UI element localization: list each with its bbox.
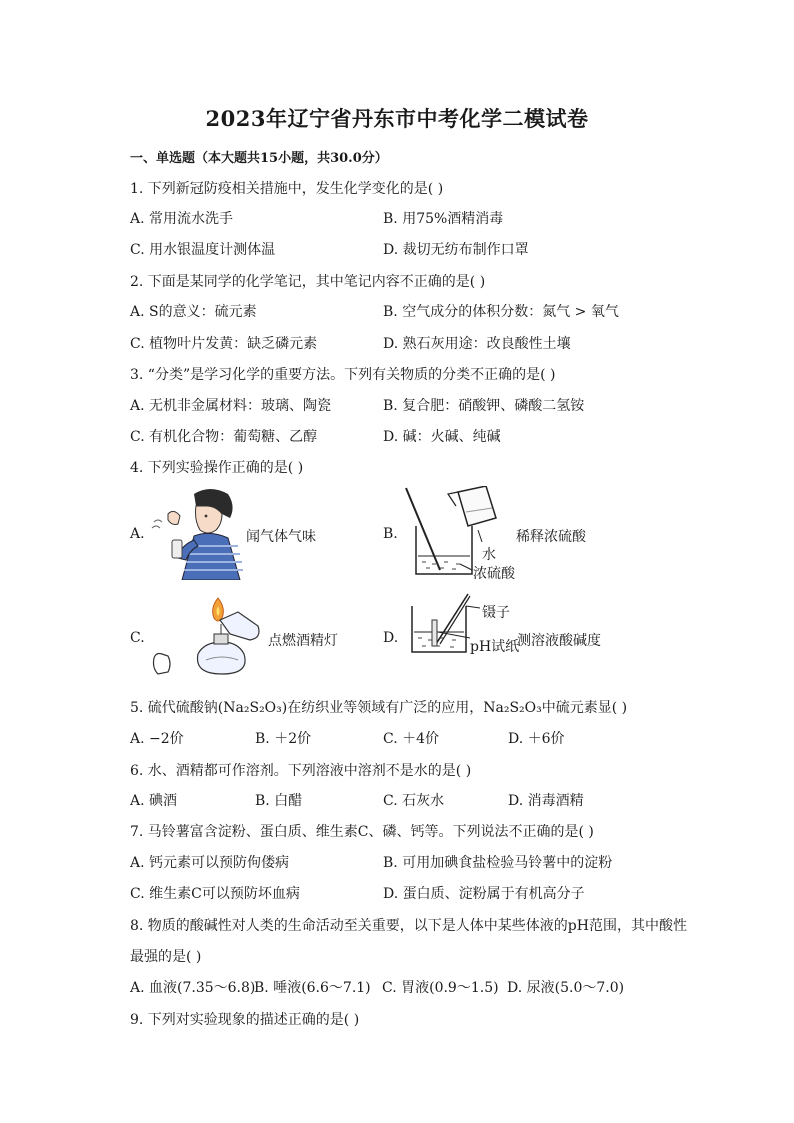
figure-d-paper-label: pH试纸 [470,639,520,655]
figure-a-letter[interactable]: A. [130,526,145,542]
question-7-stem: 7. 马铃薯富含淀粉、蛋白质、维生素C、磷、钙等。下列说法不正确的是( ) [130,824,594,840]
question-6-stem: 6. 水、酒精都可作溶剂。下列溶液中溶剂不是水的是( ) [130,763,472,779]
question-1-option-a[interactable]: A. 常用流水洗手 [130,211,234,227]
figure-b-label: 稀释浓硫酸 [516,529,586,545]
question-2-option-c[interactable]: C. 植物叶片发黄：缺乏磷元素 [130,336,318,352]
question-5-stem: 5. 硫代硫酸钠(Na₂S₂O₃)在纺织业等领域有广泛的应用，Na₂S₂O₃中硫元素显( ) [130,700,628,716]
question-1-stem: 1. 下列新冠防疫相关措施中，发生化学变化的是( ) [130,181,444,197]
question-6-option-b[interactable]: B. 白醋 [255,793,303,809]
question-5-option-c[interactable]: C. ＋4价 [383,731,440,747]
figure-b-letter[interactable]: B. [383,526,398,542]
question-1-option-c[interactable]: C. 用水银温度计测体温 [130,242,276,258]
question-3-option-a[interactable]: A. 无机非金属材料：玻璃、陶瓷 [130,398,332,414]
page-title: 2023年辽宁省丹东市中考化学二模试卷 [205,106,589,131]
figure-d-letter[interactable]: D. [383,630,399,646]
figure-c-letter[interactable]: C. [130,630,145,646]
question-7-option-a[interactable]: A. 钙元素可以预防佝偻病 [130,855,290,871]
question-3-option-c[interactable]: C. 有机化合物：葡萄糖、乙醇 [130,429,318,445]
question-8-stem: 8. 物质的酸碱性对人类的生命活动至关重要，以下是人体中某些体液的pH范围，其中酸性 [130,918,687,934]
question-2-option-d[interactable]: D. 熟石灰用途：改良酸性土壤 [383,336,571,352]
figure-b-acid-label: 浓硫酸 [473,566,515,582]
question-2-option-a[interactable]: A. S的意义：硫元素 [130,304,257,320]
figure-c-label: 点燃酒精灯 [268,633,338,649]
question-1-option-d[interactable]: D. 裁切无纺布制作口罩 [383,242,529,258]
figure-d-label: 测溶液酸碱度 [517,633,601,649]
section-heading: 一、单选题（本大题共15小题，共30.0分） [130,151,388,166]
question-6-option-d[interactable]: D. 消毒酒精 [508,793,584,809]
question-8-option-a[interactable]: A. 血液(7.35～6.8) [130,980,256,996]
figure-a-label: 闻气体气味 [246,529,316,545]
question-6-option-a[interactable]: A. 碘酒 [130,793,178,809]
question-1-option-b[interactable]: B. 用75%酒精消毒 [383,211,504,227]
question-5-option-a[interactable]: A. −2价 [130,731,184,747]
question-7-option-d[interactable]: D. 蛋白质、淀粉属于有机高分子 [383,886,585,902]
question-5-option-b[interactable]: B. ＋2价 [255,731,312,747]
question-9-stem: 9. 下列对实验现象的描述正确的是( ) [130,1012,360,1028]
question-7-option-b[interactable]: B. 可用加碘食盐检验马铃薯中的淀粉 [383,855,613,871]
question-8-option-b[interactable]: B. 唾液(6.6～7.1) [254,980,371,996]
figure-d-tweezers-label: 镊子 [482,605,510,621]
question-2-option-b[interactable]: B. 空气成分的体积分数：氮气 > 氧气 [383,304,619,320]
question-3-option-b[interactable]: B. 复合肥：硝酸钾、磷酸二氢铵 [383,398,585,414]
question-7-option-c[interactable]: C. 维生素C可以预防坏血病 [130,886,300,902]
question-8-option-d[interactable]: D. 尿液(5.0～7.0) [507,980,625,996]
smelling-gas-figure [150,484,246,580]
question-8-stem-continued: 最强的是( ) [130,949,202,965]
figure-b-water-label: 水 [482,547,496,563]
question-3-stem: 3. “分类”是学习化学的重要方法。下列有关物质的分类不正确的是( ) [130,367,556,383]
question-3-option-d[interactable]: D. 碱：火碱、纯碱 [383,429,501,445]
question-2-stem: 2. 下面是某同学的化学笔记，其中笔记内容不正确的是( ) [130,274,486,290]
question-4-stem: 4. 下列实验操作正确的是( ) [130,460,304,476]
question-6-option-c[interactable]: C. 石灰水 [383,793,445,809]
question-8-option-c[interactable]: C. 胃液(0.9～1.5) [382,980,499,996]
alcohol-lamp-figure [150,594,266,678]
question-5-option-d[interactable]: D. ＋6价 [508,731,565,747]
